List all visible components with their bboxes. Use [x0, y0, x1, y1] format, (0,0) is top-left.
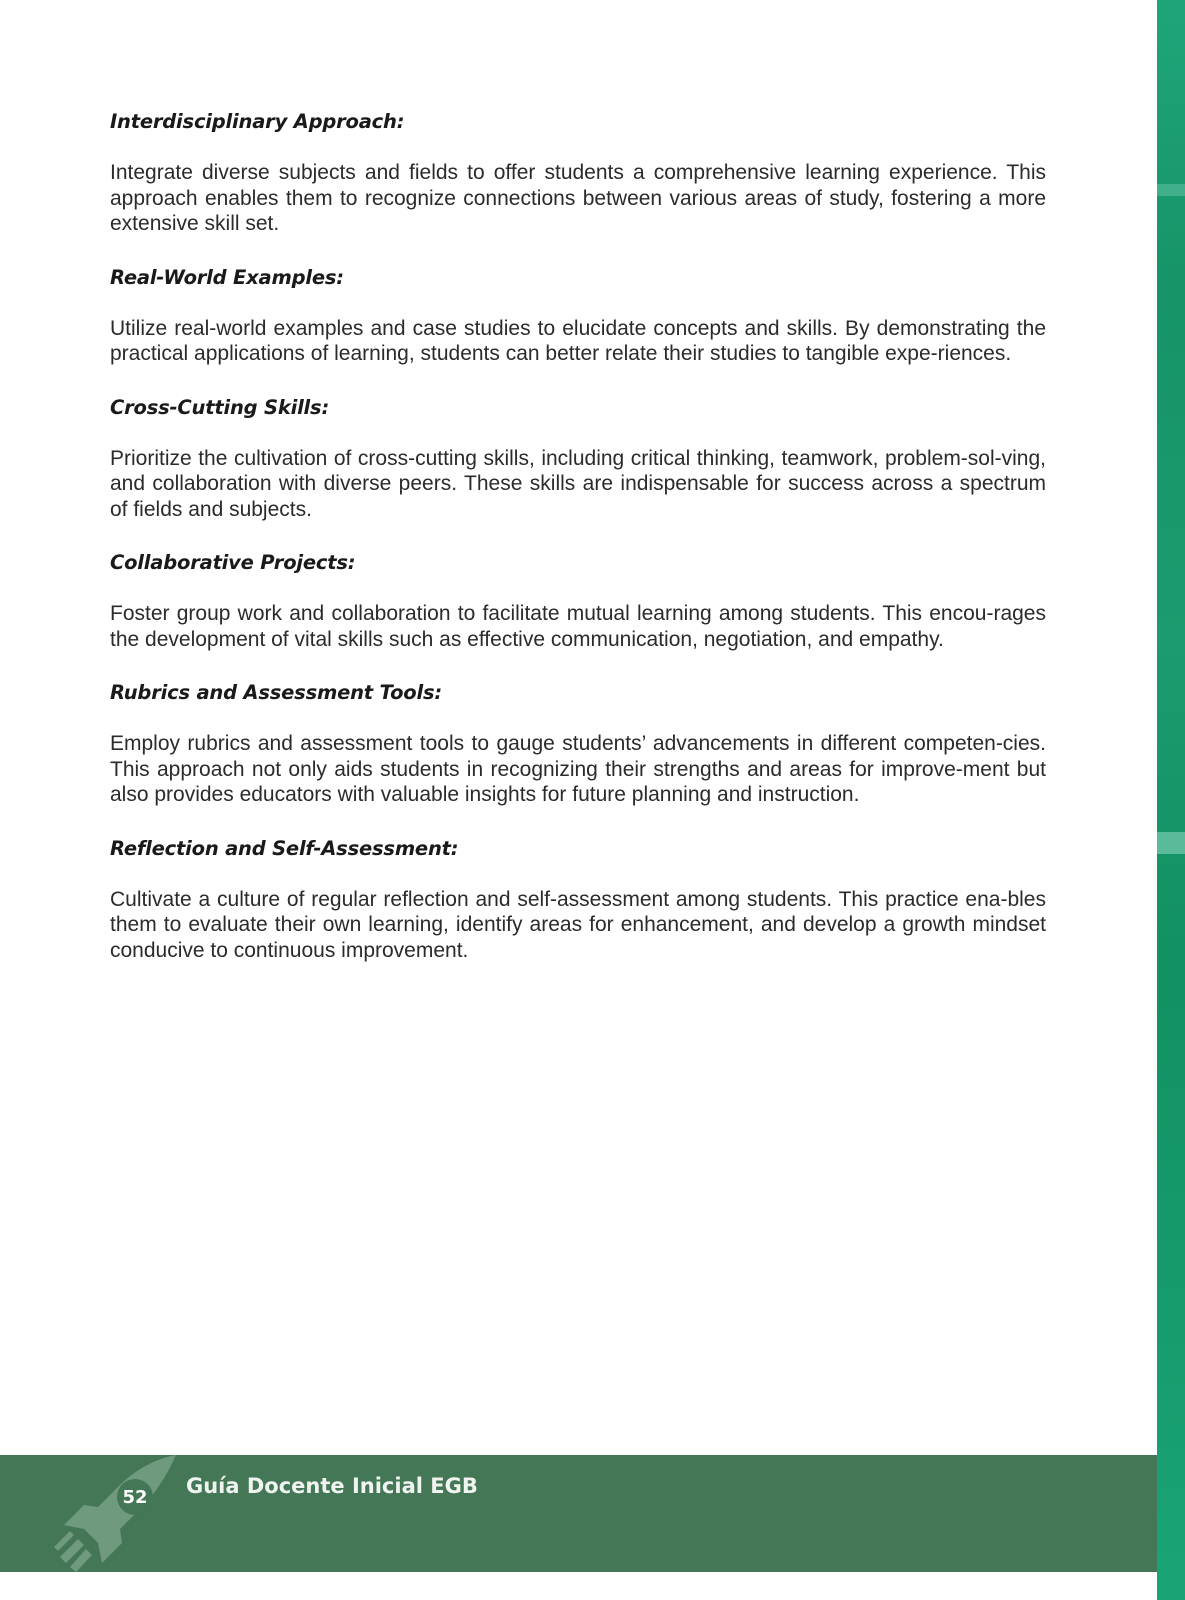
page-content — [110, 108, 1046, 990]
section-body: Utilize real-world examples and case studies to elucidate concepts and skills. By demonstrating the practical applications of learning, students can better relate their studies to tangible expe-riences. — [110, 316, 1046, 365]
section-body: Prioritize the cultivation of cross-cutting skills, including critical thinking, teamwork, problem-sol-ving, and collaboration with diverse peers. These skills are indispensable for success across a spectrum of fields and subjects. — [110, 446, 1046, 521]
section-heading: Interdisciplinary Approach: — [110, 110, 405, 133]
section-body: Cultivate a culture of regular reflection and self-assessment among students. This practice ena-bles them to evaluate their own learning, identify areas for enhancement, and develop a growth mindset conducive to continuous improvement. — [110, 887, 1046, 962]
section-real-world — [110, 264, 1046, 367]
section-body: Foster group work and collaboration to facilitate mutual learning among students. This encou-rages the development of vital skills such as effective communication, negotiation, and empathy. — [110, 602, 1046, 651]
section-body: Integrate diverse subjects and fields to offer students a comprehensive learning experience. This approach enables them to recognize connections between various areas of study, fostering a more extensive skill set. — [110, 161, 1046, 235]
strip-accent-mark — [1157, 832, 1185, 854]
strip-accent-mark — [1157, 184, 1185, 196]
page-number-badge: 52 — [117, 1479, 153, 1515]
rocket-icon — [50, 1455, 190, 1572]
section-reflection — [110, 835, 1046, 964]
footer-title: Guía Docente Inicial EGB — [186, 1474, 478, 1498]
section-heading: Cross-Cutting Skills: — [110, 395, 330, 419]
side-decorative-strip — [1157, 0, 1185, 1600]
section-interdisciplinary — [110, 108, 1046, 237]
section-cross-cutting — [110, 394, 1046, 523]
section-collaborative — [110, 549, 1046, 652]
section-heading: Collaborative Projects: — [110, 551, 356, 574]
section-heading: Reflection and Self-Assessment: — [110, 836, 459, 860]
section-heading: Rubrics and Assessment Tools: — [110, 681, 442, 704]
section-rubrics — [110, 679, 1046, 808]
section-body: Employ rubrics and assessment tools to gauge students’ advancements in different competen-cies. This approach not only aids students in recognizing their strengths and areas for improve-ment but also provides educators with valuable insights for future planning and instruction. — [110, 732, 1046, 806]
section-heading: Real-World Examples: — [110, 265, 344, 289]
